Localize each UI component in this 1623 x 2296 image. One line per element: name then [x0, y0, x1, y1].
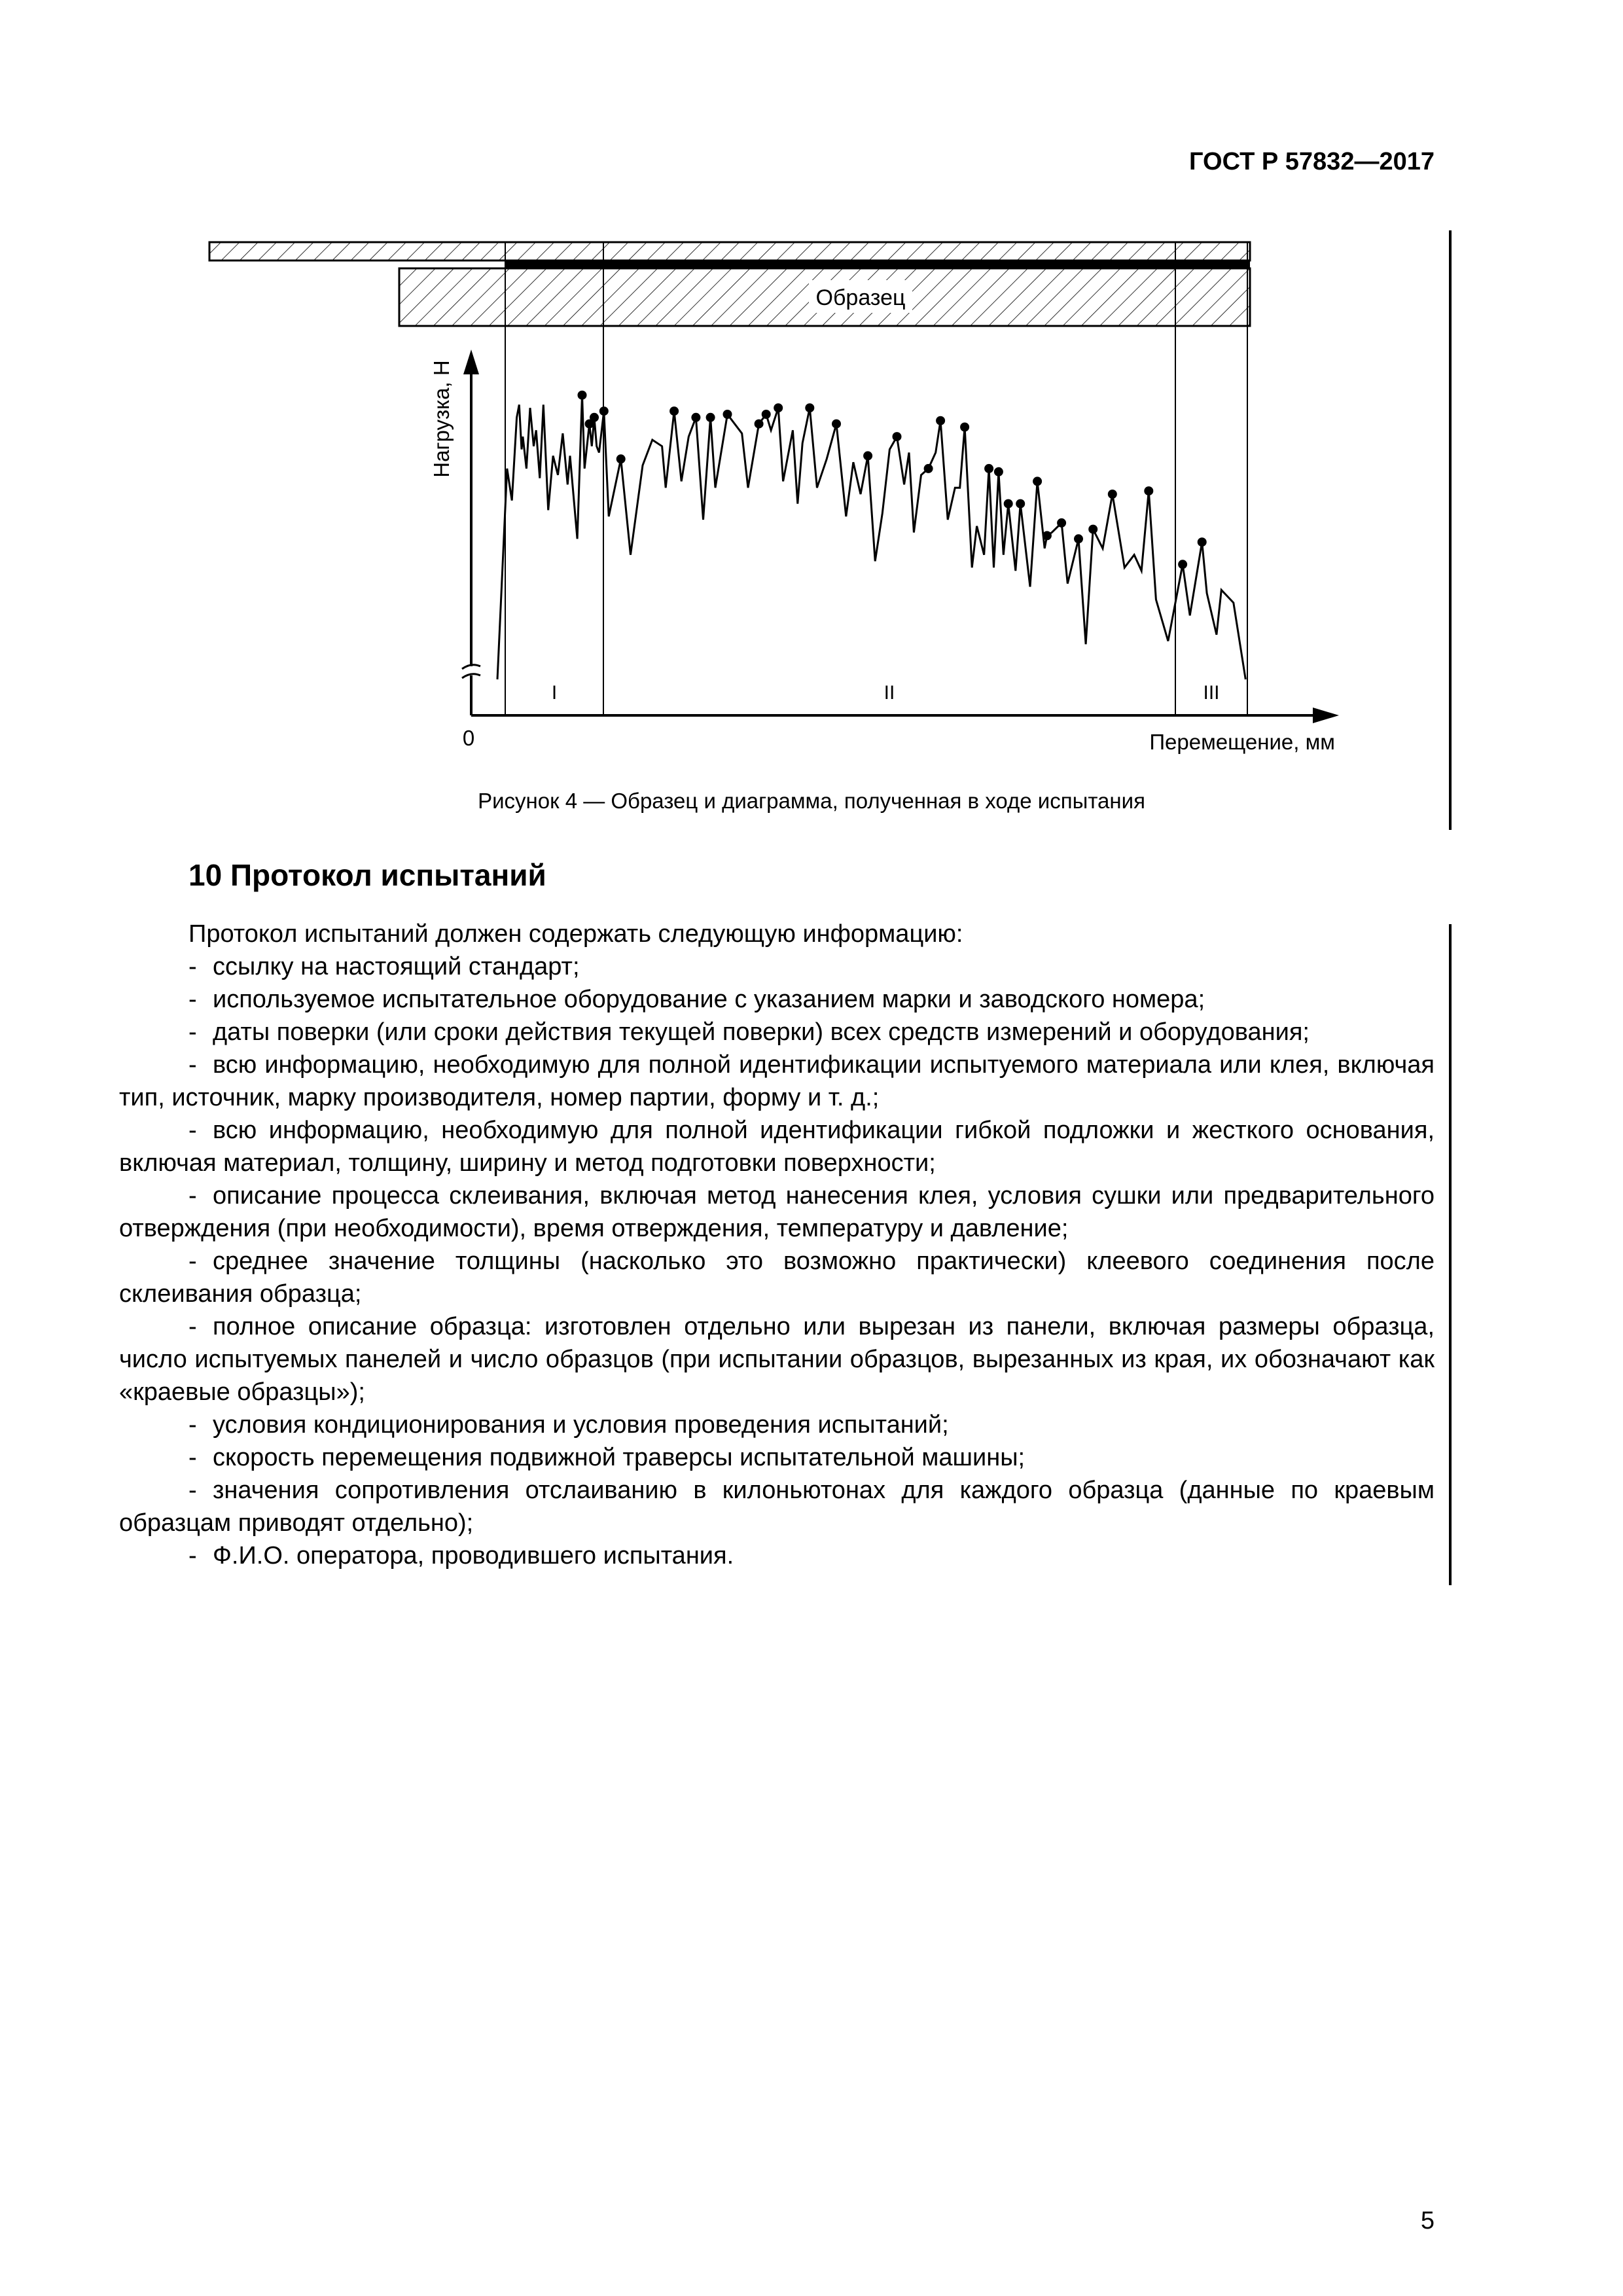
list-item [119, 1539, 1435, 1572]
requirements-list [119, 950, 1435, 1572]
peak-marker [863, 451, 872, 460]
peel-test-figure [0, 0, 1623, 785]
load-curve [497, 395, 1245, 679]
list-item-text: значения сопротивления отслаиванию в килоньютонах для каждого образца (данные по краевым образцам приводят отдельно); [119, 1477, 1435, 1537]
adhesive-layer [505, 260, 1250, 268]
axes [462, 350, 1339, 723]
list-item-text: всю информацию, необходимую для полной идентификации гибкой подложки и жесткого основания, включая материал, толщину, ширину и метод подготовки поверхности; [119, 1117, 1435, 1177]
list-dash: - [188, 1444, 197, 1471]
list-item-text: полное описание образца: изготовлен отдельно или вырезан из панели, включая размеры образца, число испытуемых панелей и число образцов (при испытании образцов, вырезанных из края, их обозначают как «краевые образцы»); [119, 1313, 1435, 1406]
section-heading: 10 Протокол испытаний [188, 858, 546, 892]
flexible-strip [209, 242, 1250, 260]
list-item-text: среднее значение толщины (насколько это возможно практически) клеевого соединения после склеивания образца; [119, 1247, 1435, 1308]
list-item-text: всю информацию, необходимую для полной идентификации испытуемого материала или клея, включая тип, источник, марку производителя, номер партии, форму и т. д.; [119, 1051, 1435, 1111]
peak-marker [893, 432, 902, 441]
list-dash: - [188, 1117, 197, 1144]
section-body [119, 918, 1435, 1572]
peak-marker [1033, 476, 1042, 486]
page-number: 5 [1420, 2207, 1435, 2234]
y-axis-arrow [463, 350, 479, 374]
list-item-text: скорость перемещения подвижной траверсы испытательной машины; [213, 1444, 1026, 1471]
list-item [119, 1016, 1435, 1049]
intro-paragraph: Протокол испытаний должен содержать следующую информацию: [188, 920, 963, 948]
list-dash: - [188, 1411, 197, 1439]
list-dash: - [188, 953, 197, 980]
peak-marker [1144, 486, 1153, 495]
peak-marker [924, 464, 933, 473]
origin-label: 0 [462, 726, 475, 750]
peak-marker [616, 454, 626, 463]
peak-marker [805, 403, 814, 412]
peak-marker [599, 406, 609, 416]
list-item-text: Ф.И.О. оператора, проводившего испытания. [213, 1542, 734, 1570]
peak-marker [723, 410, 732, 419]
list-item-text: условия кондиционирования и условия проведения испытаний; [213, 1411, 949, 1439]
list-dash: - [188, 1018, 197, 1046]
list-item [119, 1245, 1435, 1310]
figure-caption: Рисунок 4 — Образец и диаграмма, полученная в ходе испытания [478, 789, 1145, 813]
peak-marker [774, 403, 783, 412]
list-item [119, 1179, 1435, 1245]
peak-marker [1004, 499, 1013, 509]
list-item [119, 1310, 1435, 1408]
list-item [119, 1408, 1435, 1441]
peak-marker [832, 420, 841, 429]
peak-marker [994, 467, 1003, 476]
list-dash: - [188, 1313, 197, 1340]
peak-marker [691, 413, 700, 422]
standard-code: ГОСТ Р 57832—2017 [1189, 148, 1435, 175]
list-dash: - [188, 1051, 197, 1079]
x-axis-arrow [1313, 708, 1339, 723]
list-dash: - [188, 986, 197, 1013]
list-dash: - [188, 1182, 197, 1210]
peak-marker [1178, 560, 1187, 569]
list-item-text: даты поверки (или сроки действия текущей поверки) всех средств измерений и оборудования; [213, 1018, 1310, 1046]
change-bar-text [1449, 924, 1452, 1585]
zone-label-1: I [551, 682, 558, 704]
list-item [119, 1474, 1435, 1539]
peak-marker [1074, 534, 1083, 543]
list-item [119, 1114, 1435, 1179]
zone-label-2: II [883, 682, 895, 704]
peak-marker [1016, 499, 1025, 509]
list-item [119, 983, 1435, 1016]
peak-marker [1057, 518, 1066, 528]
specimen-label: Образец [815, 285, 906, 310]
list-item-text: используемое испытательное оборудование с указанием марки и заводского номера; [213, 986, 1205, 1013]
x-axis-label: Перемещение, мм [1149, 730, 1335, 754]
list-item-text: описание процесса склеивания, включая метод нанесения клея, условия сушки или предварительного отверждения (при необходимости), время отверждения, температуру и давление; [119, 1182, 1435, 1242]
peak-marker [762, 410, 771, 419]
peak-marker [936, 416, 945, 425]
list-dash: - [188, 1247, 197, 1275]
list-item-text: ссылку на настоящий стандарт; [213, 953, 580, 980]
y-axis-label: Нагрузка, Н [429, 360, 454, 478]
peak-marker [706, 413, 715, 422]
peak-marker [1108, 490, 1117, 499]
zone-label-3: III [1203, 682, 1220, 704]
peak-marker [1088, 525, 1097, 534]
list-item [119, 950, 1435, 983]
peak-marker [960, 423, 969, 432]
peak-marker [590, 413, 599, 422]
peak-marker [984, 464, 993, 473]
peak-marker [669, 406, 679, 416]
peak-marker [1043, 531, 1052, 540]
peak-marker [578, 391, 587, 400]
list-dash: - [188, 1542, 197, 1570]
peak-marker [755, 420, 764, 429]
plot-layer [497, 391, 1245, 679]
peak-marker [1198, 537, 1207, 547]
list-dash: - [188, 1477, 197, 1504]
list-item [119, 1049, 1435, 1114]
list-item [119, 1441, 1435, 1474]
